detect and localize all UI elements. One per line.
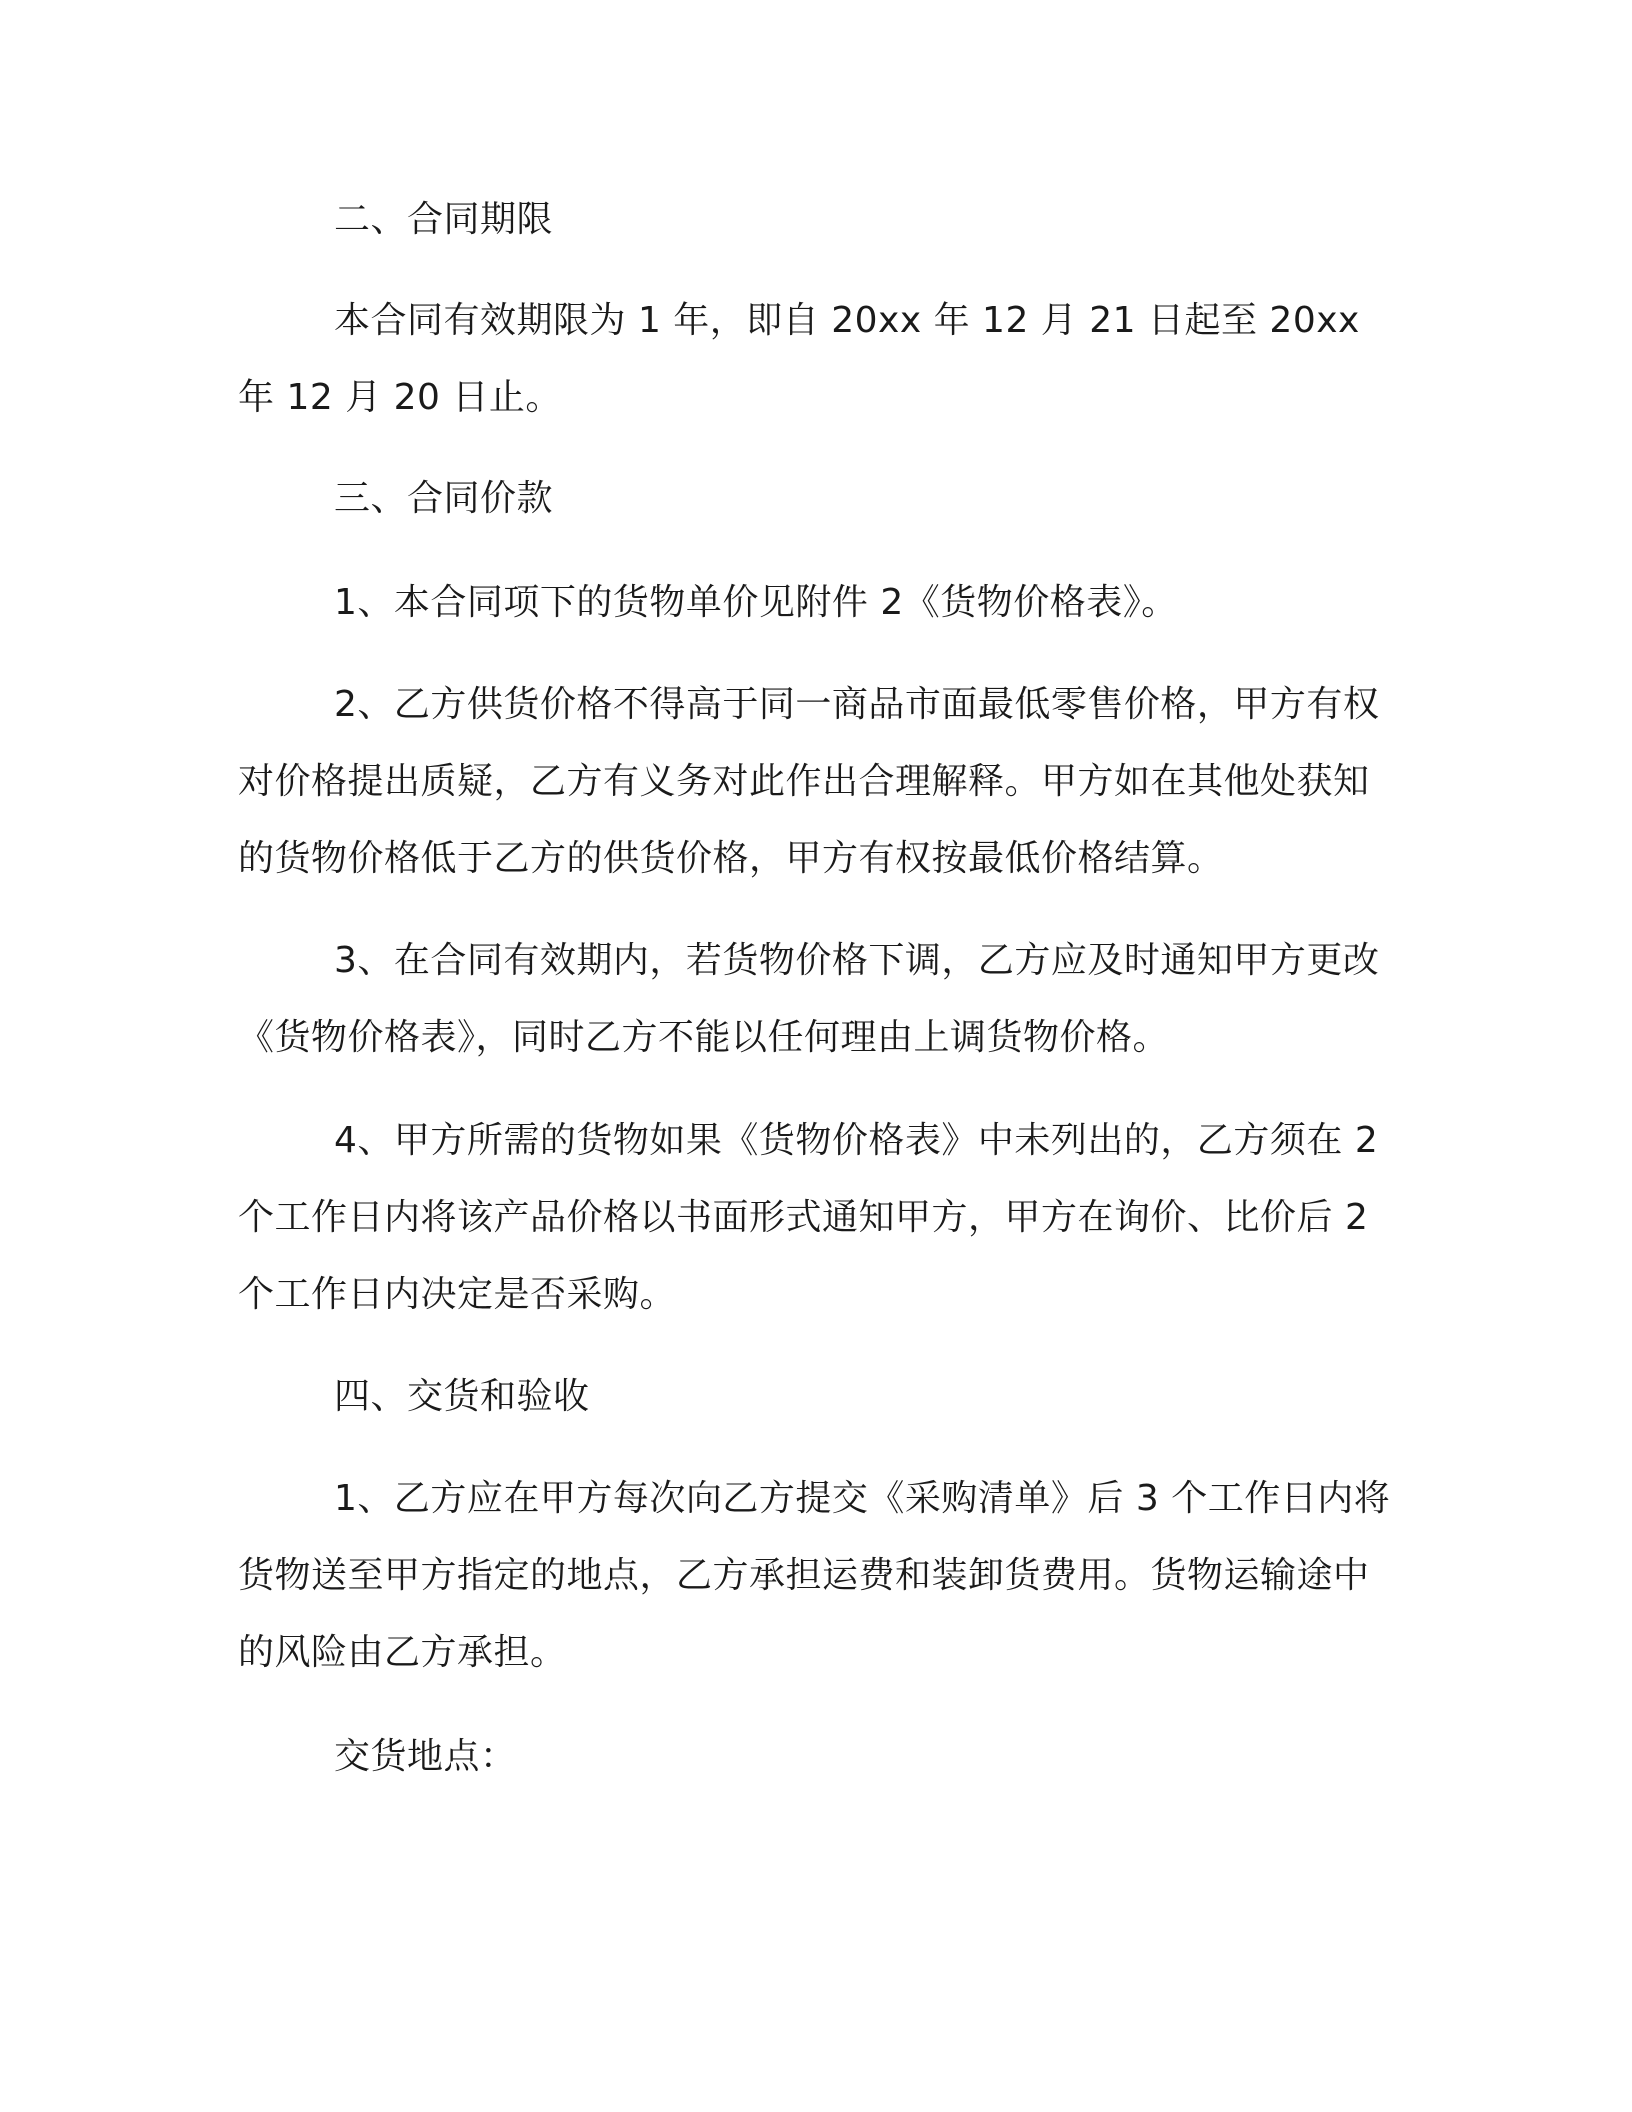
price-clause-4: 4、甲方所需的货物如果《货物价格表》中未列出的，乙方须在 2 个工作日内将该产品价格以书面形式通知甲方，甲方在询价、比价后 2 个工作日内决定是否采购。 (238, 1120, 1379, 1315)
delivery-location-label: 交货地点： (334, 1736, 517, 1777)
section-heading-contract-term: 二、合同期限 (334, 199, 554, 240)
section-heading-delivery-acceptance: 四、交货和验收 (334, 1376, 590, 1417)
contract-term-paragraph: 本合同有效期限为 1 年，即自 20xx 年 12 月 21 日起至 20xx 年 12 月 20 日止。 (238, 300, 1360, 418)
price-clause-2: 2、乙方供货价格不得高于同一商品市面最低零售价格，甲方有权对价格提出质疑，乙方有义务对此作出合理解释。甲方如在其他处获知的货物价格低于乙方的供货价格，甲方有权按最低价格结算。 (238, 684, 1380, 879)
section-heading-contract-price: 三、合同价款 (334, 478, 554, 519)
price-clause-3: 3、在合同有效期内，若货物价格下调，乙方应及时通知甲方更改《货物价格表》，同时乙方不能以任何理由上调货物价格。 (238, 940, 1380, 1058)
price-clause-1: 1、本合同项下的货物单价见附件 2《货物价格表》。 (334, 582, 1178, 623)
delivery-clause-1: 1、乙方应在甲方每次向乙方提交《采购清单》后 3 个工作日内将货物送至甲方指定的地点，乙方承担运费和装卸货费用。货物运输途中的风险由乙方承担。 (238, 1478, 1391, 1673)
